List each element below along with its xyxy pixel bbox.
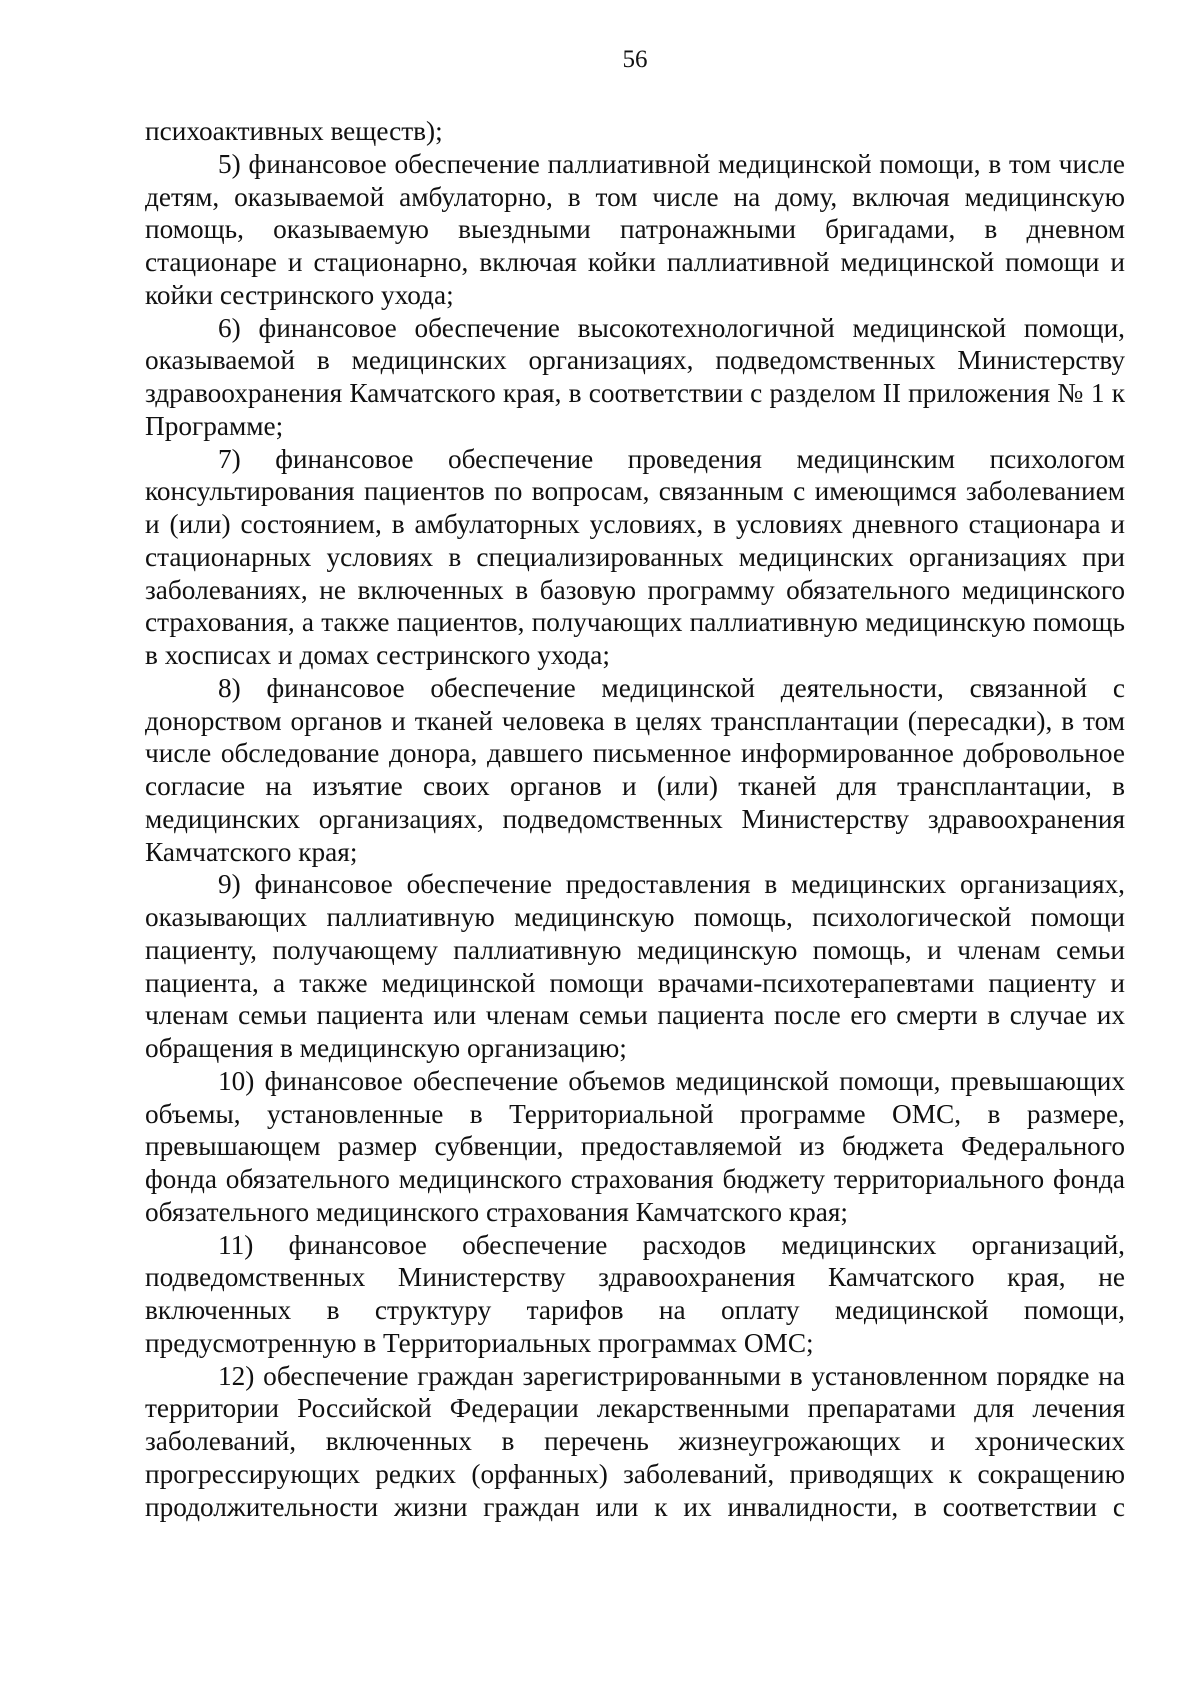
paragraph-item-5: 5) финансовое обеспечение паллиативной медицинской помощи, в том числе детям, оказываемой амбулаторно, в том числе на дому, включая медицинскую помощь, оказываемую выездными патронажными бригадами, в дневном стационаре и стационарно, включая койки паллиативной медицинской помощи и койки сестринского ухода; [145,148,1125,310]
paragraph-item-7: 7) финансовое обеспечение проведения медицинским психологом консультирования пациентов по вопросам, связанным с имеющимся заболеванием и (или) состоянием, в амбулаторных условиях, в условиях дневного стационара и стационарных условиях в специализированных медицинских организациях при заболеваниях, не включенных в базовую программу обязательного медицинского страхования, а также пациентов, получающих паллиативную медицинскую помощь в хосписах и домах сестринского ухода; [145,443,1125,670]
paragraph-item-8: 8) финансовое обеспечение медицинской деятельности, связанной с донорством органов и тканей человека в целях трансплантации (пересадки), в том числе обследование донора, давшего письменное информированное добровольное согласие на изъятие своих органов и (или) тканей для трансплантации, в медицинских организациях, подведомственных Министерству здравоохранения Камчатского края; [145,672,1125,867]
document-body [145,115,1125,1523]
paragraph-item-12: 12) обеспечение граждан зарегистрированными в установленном порядке на территории Российской Федерации лекарственными препаратами для лечения заболеваний, включенных в перечень жизнеугрожающих и хронических прогрессирующих редких (орфанных) заболеваний, приводящих к сокращению продолжительности жизни граждан или к их инвалидности, в соответствии с [145,1360,1125,1522]
paragraph-item-10: 10) финансовое обеспечение объемов медицинской помощи, превышающих объемы, установленные в Территориальной программе ОМС, в размере, превышающем размер субвенции, предоставляемой из бюджета Федерального фонда обязательного медицинского страхования бюджету территориального фонда обязательного медицинского страхования Камчатского края; [145,1065,1125,1227]
paragraph-item-11: 11) финансовое обеспечение расходов медицинских организаций, подведомственных Министерству здравоохранения Камчатского края, не включенных в структуру тарифов на оплату медицинской помощи, предусмотренную в Территориальных программах ОМС; [145,1229,1125,1358]
paragraph-item-6: 6) финансовое обеспечение высокотехнологичной медицинской помощи, оказываемой в медицинских организациях, подведомственных Министерству здравоохранения Камчатского края, в соответствии с разделом II приложения № 1 к Программе; [145,312,1125,441]
paragraph-item-9: 9) финансовое обеспечение предоставления в медицинских организациях, оказывающих паллиативную медицинскую помощь, психологической помощи пациенту, получающему паллиативную медицинскую помощь, и членам семьи пациента, а также медицинской помощи врачами-психотерапевтами пациенту и членам семьи пациента или членам семьи пациента после его смерти в случае их обращения в медицинскую организацию; [145,869,1125,1063]
page-number: 56 [622,46,648,73]
paragraph-continuation: психоактивных веществ); [145,116,443,146]
